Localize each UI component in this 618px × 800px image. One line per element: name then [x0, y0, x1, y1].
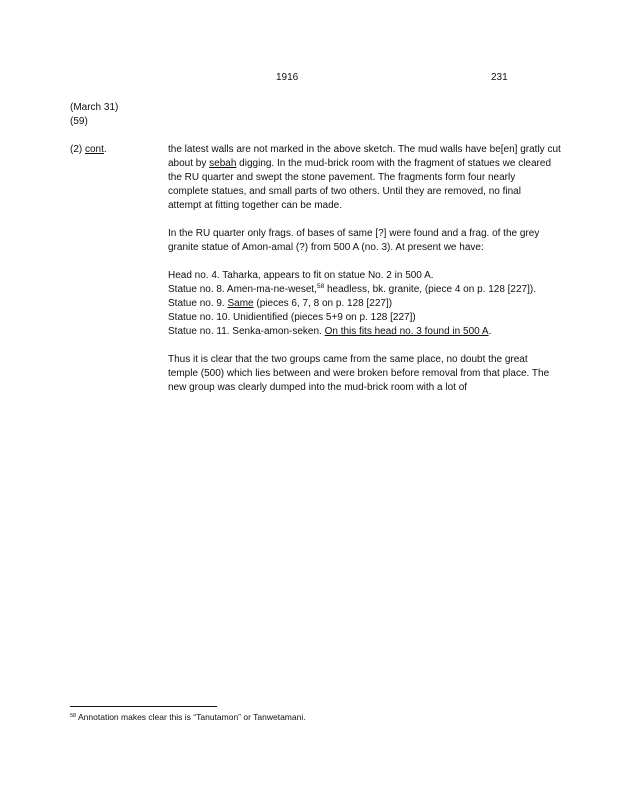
paragraph-3 — [168, 353, 568, 395]
text-line: new group was clearly dumped into the mud-brick room with a lot of — [168, 382, 468, 393]
text-segment: digging. In the mud-brick room with the fragment of statues we cleared — [236, 158, 552, 169]
paragraph-1 — [168, 143, 568, 213]
text-line: complete statues, and small parts of two others. Until they are removed, no final — [168, 186, 521, 197]
text-line: Thus it is clear that the two groups came from the same place, no doubt the great — [168, 354, 528, 365]
text-segment: Statue no. 9. — [168, 298, 228, 309]
section-label-suffix: . — [103, 144, 107, 155]
text-segment: . — [488, 326, 492, 337]
statue-list — [168, 269, 568, 339]
footnote — [70, 712, 306, 723]
footnote-divider — [70, 706, 217, 707]
page-number: 231 — [491, 72, 508, 83]
list-item: Head no. 4. Taharka, appears to fit on statue No. 2 in 500 A. — [168, 270, 434, 281]
text-segment: Statue no. 8. Amen-ma-ne-weset, — [168, 284, 317, 295]
footnote-reference: 58 — [316, 283, 325, 290]
section-label — [70, 143, 107, 157]
text-segment: headless, bk. granite, (piece 4 on p. 128 [227]). — [324, 284, 537, 295]
footnote-number: 58 — [70, 713, 77, 719]
text-line: In the RU quarter only frags. of bases of same [?] were found and a frag. of the grey — [168, 228, 540, 239]
footnote-text: Annotation makes clear this is “Tanutamon” or Tanwetamani. — [76, 712, 306, 722]
section-label-underlined: cont — [85, 144, 104, 155]
list-item: Statue no. 10. Unidientified (pieces 5+9 on p. 128 [227]) — [168, 312, 416, 323]
section-label-prefix: (2) — [70, 144, 85, 155]
text-line: attempt at fitting together can be made. — [168, 200, 342, 211]
text-line: temple (500) which lies between and were broken before removal from that place. The — [168, 368, 550, 379]
underlined-word: sebah — [209, 158, 237, 169]
list-item — [168, 283, 568, 297]
text-segment: about by — [168, 158, 210, 169]
entry-body — [168, 143, 568, 409]
underlined-phrase: On this fits head no. 3 found in 500 A — [324, 326, 489, 337]
text-segment: (pieces 6, 7, 8 on p. 128 [227]) — [253, 298, 393, 309]
entry-number: (59) — [70, 116, 88, 127]
text-line: granite statue of Amon-amal (?) from 500 A (no. 3). At present we have: — [168, 242, 484, 253]
page-year: 1916 — [276, 72, 299, 83]
underlined-word: Same — [227, 298, 254, 309]
text-line: the RU quarter and swept the stone pavement. The fragments form four nearly — [168, 172, 516, 183]
paragraph-2 — [168, 227, 568, 255]
text-line: the latest walls are not marked in the above sketch. The mud walls have be[en] gratly cut — [168, 144, 561, 155]
text-segment: Statue no. 11. Senka-amon-seken. — [168, 326, 325, 337]
list-item — [168, 297, 568, 311]
list-item — [168, 325, 568, 339]
entry-date: (March 31) — [70, 102, 119, 113]
text-line — [168, 157, 568, 171]
